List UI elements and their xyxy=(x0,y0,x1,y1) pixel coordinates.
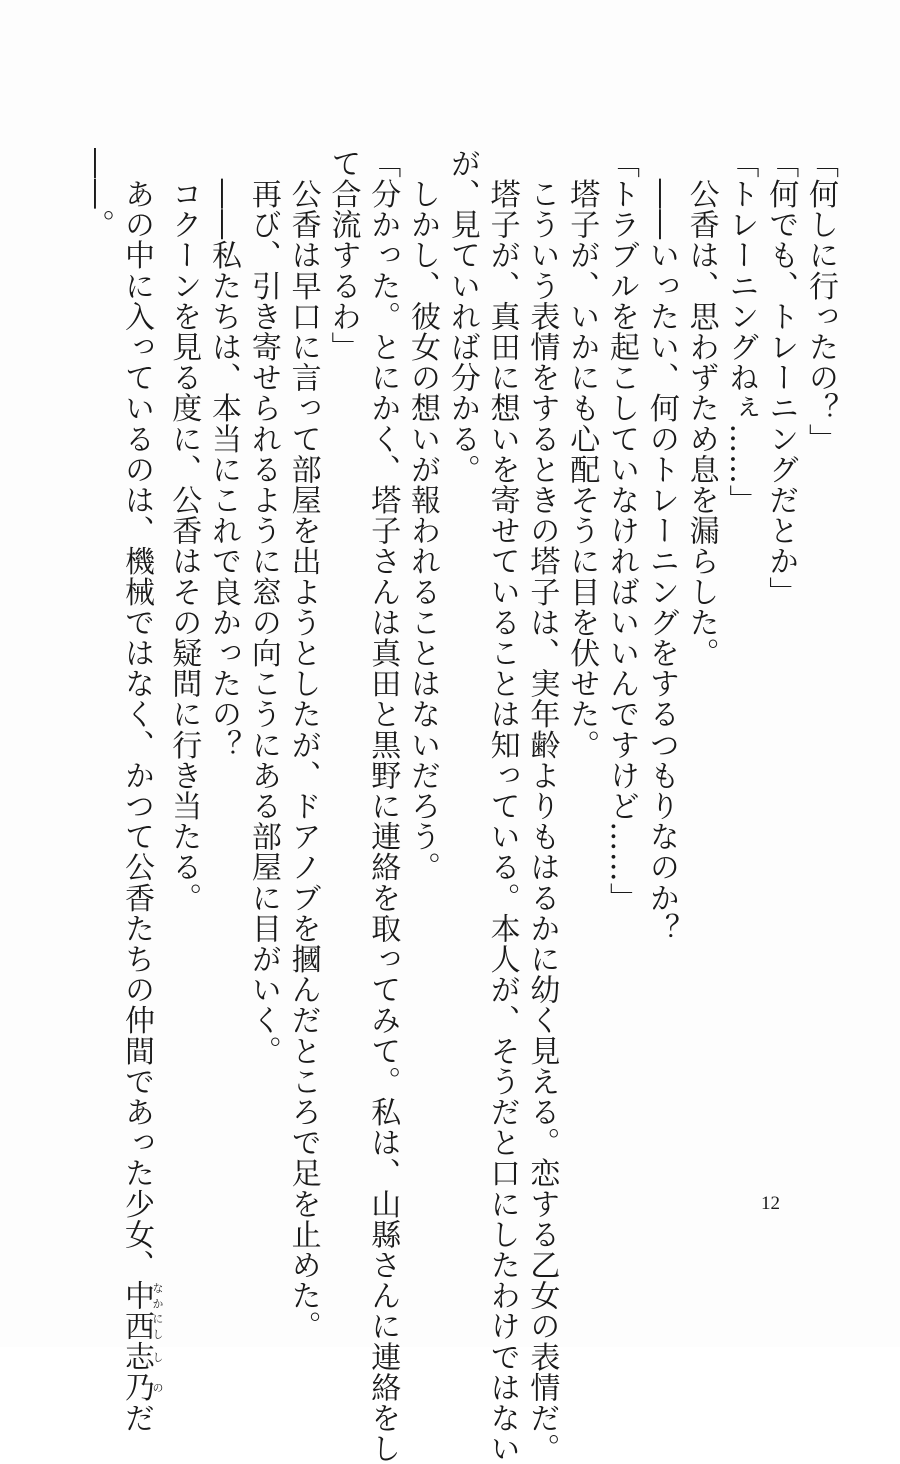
text-line-15: 再び、引き寄せられるように窓の向こうにある部屋に目がいく。 xyxy=(245,148,281,1066)
text-line-12: 「分かった。とにかく、塔子さんは真田と黒野に連絡を取ってみて。私は、山縣さんに連絡をし xyxy=(365,148,401,1464)
text-line-18-start: あの中に入っているのは、機械ではなく、かつて公香たちの仲間であった少女、 xyxy=(118,148,154,1281)
ruby-shino xyxy=(118,1341,164,1403)
text-line-19: ――。 xyxy=(79,148,115,240)
text-line-2: 「何でも、トレーニングだとか」 xyxy=(763,148,799,607)
ruby-reading-nakanishi: なかにし xyxy=(150,1280,164,1342)
text-line-6: 「トラブルを起こしていなければいいんですけど……」 xyxy=(604,148,640,913)
ruby-reading-shino: しの xyxy=(150,1341,164,1403)
ruby-base-shino: 志乃 xyxy=(118,1341,154,1403)
text-line-9: 塔子が、真田に想いを寄せていることは知っている。本人が、そうだと口にしたわけではない xyxy=(484,148,520,1464)
text-line-10: が、見ていれば分かる。 xyxy=(444,148,480,485)
text-line-17: コクーンを見る度に、公香はその疑問に行き当たる。 xyxy=(166,148,202,913)
text-line-16: ――私たちは、本当にこれで良かったの？ xyxy=(206,148,242,760)
text-line-8: こういう表情をするときの塔子は、実年齢よりもはるかに幼く見える。恋する乙女の表情だ。 xyxy=(524,148,560,1464)
ruby-base-nakanishi: 中西 xyxy=(118,1280,154,1342)
text-line-11: しかし、彼女の想いが報われることはないだろう。 xyxy=(405,148,441,883)
text-line-5: ――いったい、何のトレーニングをするつもりなのか？ xyxy=(643,148,679,944)
text-line-3: 「トレーニングねぇ……」 xyxy=(723,148,759,516)
text-line-13: て合流するわ」 xyxy=(325,148,361,363)
text-line-1: 「何しに行ったの？」 xyxy=(803,148,838,454)
text-line-7: 塔子が、いかにも心配そうに目を伏せた。 xyxy=(564,148,600,760)
text-line-18 xyxy=(116,148,164,1434)
page-number: 12 xyxy=(761,1193,780,1214)
text-line-14: 公香は早口に言って部屋を出ようとしたが、ドアノブを摑んだところで足を止めた。 xyxy=(285,148,321,1342)
ruby-nakanishi xyxy=(118,1280,164,1342)
text-line-4: 公香は、思わずため息を漏らした。 xyxy=(683,148,719,669)
text-line-18-end: だ xyxy=(118,1402,154,1434)
